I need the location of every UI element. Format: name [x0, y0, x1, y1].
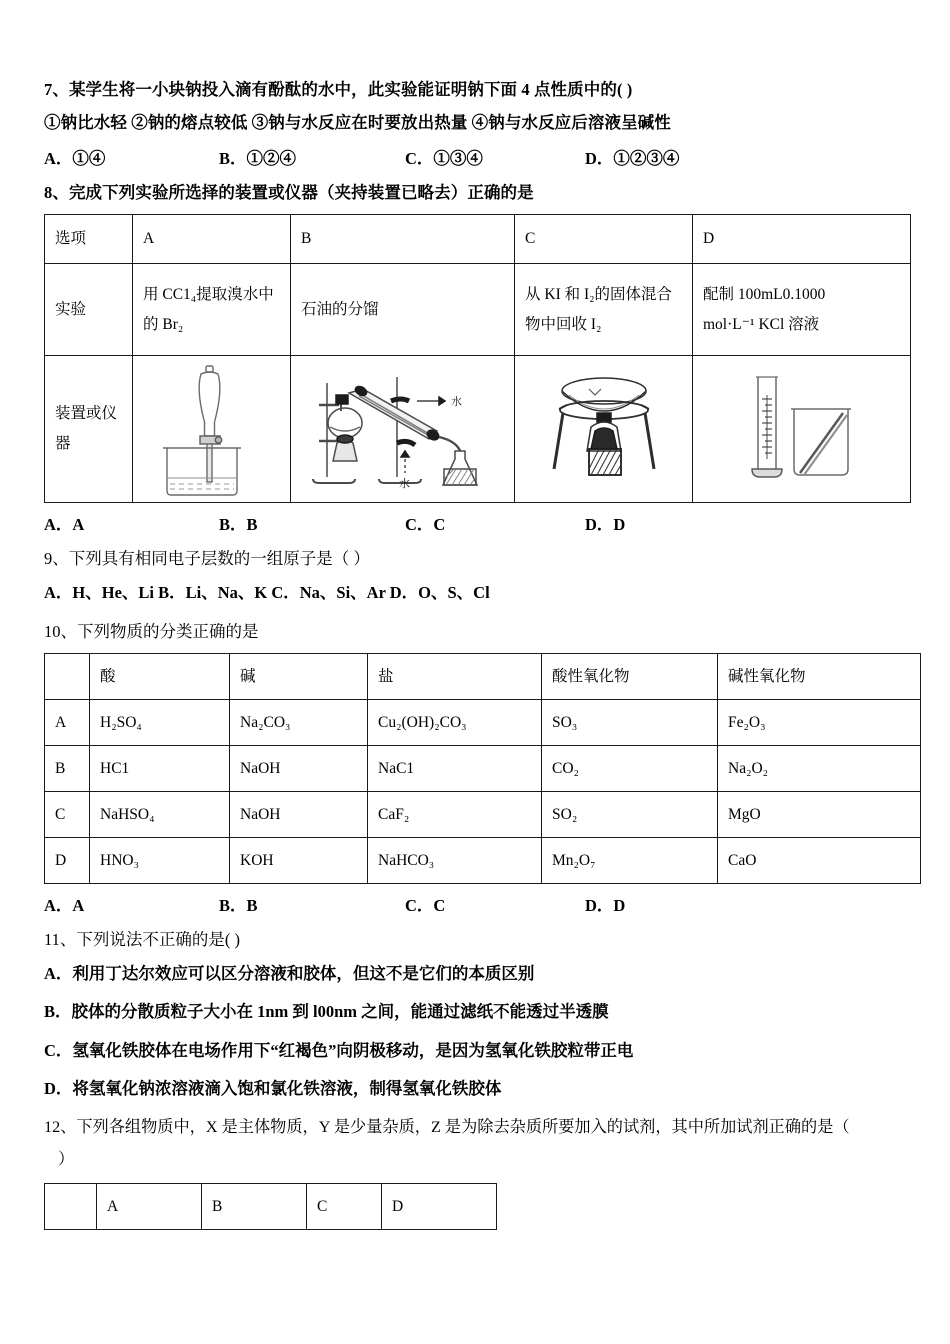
- table-row: [45, 746, 921, 792]
- question-9-options[interactable]: A．H、He、Li B．Li、Na、K C．Na、Si、Ar D．O、S、Cl: [44, 583, 490, 603]
- cell-base: Na₂CO₃: [230, 700, 368, 746]
- row-label-option: 选项: [45, 215, 133, 264]
- option-c[interactable]: C．①③④: [405, 148, 483, 168]
- row-index: C: [45, 792, 90, 838]
- header-salt: 盐: [368, 654, 542, 700]
- cell-acidic-oxide: Mn₂O₇: [542, 838, 718, 884]
- apparatus-cell-a: [133, 356, 291, 503]
- header-corner: [45, 1184, 97, 1230]
- water-label-bottom: 水: [398, 478, 410, 491]
- question-9-stem: 9、下列具有相同电子层数的一组原子是（ ）: [44, 549, 370, 569]
- table-row: [45, 700, 921, 746]
- cell-base: NaOH: [230, 792, 368, 838]
- water-label-top: 水: [450, 396, 462, 409]
- cell-acid: H₂SO₄: [90, 700, 230, 746]
- cell-basic-oxide: MgO: [718, 792, 921, 838]
- option-a[interactable]: A．A: [44, 896, 85, 916]
- cell-basic-oxide: Na₂O₂: [718, 746, 921, 792]
- graduated-cylinder-beaker-rod-icon: [738, 420, 866, 437]
- question-11-option-d[interactable]: D．将氢氧化钠浓溶液滴入饱和氯化铁溶液，制得氢氧化铁胶体: [44, 1078, 502, 1098]
- table-row-apparatus: [45, 356, 911, 503]
- row-label-experiment: 实验: [45, 264, 133, 356]
- cell-acid: HNO₃: [90, 838, 230, 884]
- question-7-statements: ①钠比水轻 ②钠的熔点较低 ③钠与水反应在时要放出热量 ④钠与水反应后溶液呈碱性: [44, 113, 671, 133]
- column-header-a: A: [133, 215, 291, 264]
- question-11-option-b[interactable]: B．胶体的分散质粒子大小在 1nm 到 l00nm 之间，能通过滤纸不能透过半透膜: [44, 1002, 609, 1022]
- separating-funnel-beaker-icon: [157, 420, 267, 437]
- row-index: B: [45, 746, 90, 792]
- option-a[interactable]: A．①④: [44, 148, 106, 168]
- table-row-header: [45, 215, 911, 264]
- question-11-option-a[interactable]: A．利用丁达尔效应可以区分溶液和胶体，但这不是它们的本质区别: [44, 964, 535, 984]
- column-header-a: A: [97, 1184, 202, 1230]
- experiment-b: [291, 264, 515, 356]
- cell-acidic-oxide: SO₂: [542, 792, 718, 838]
- question-12-table: [44, 1183, 497, 1230]
- experiment-a-line2: 的 Br₂: [143, 315, 184, 333]
- question-10-stem: 10、下列物质的分类正确的是: [44, 621, 259, 641]
- option-a[interactable]: A．A: [44, 515, 85, 535]
- row-label-apparatus: 装置或仪器: [45, 356, 133, 503]
- experiment-d: [693, 264, 911, 356]
- question-12-stem: 12、下列各组物质中，X 是主体物质，Y 是少量杂质，Z 是为除去杂质所要加入的试剂，其中所加试剂正确的是（: [44, 1117, 850, 1136]
- question-11-stem: 11、下列说法不正确的是( ): [44, 930, 241, 950]
- cell-acidic-oxide: CO₂: [542, 746, 718, 792]
- experiment-c-line2: 物中回收 I₂: [525, 315, 602, 333]
- cell-base: NaOH: [230, 746, 368, 792]
- cell-acidic-oxide: SO₃: [542, 700, 718, 746]
- apparatus-cell-d: [693, 356, 911, 503]
- evaporating-dish-tripod-burner-icon: [545, 420, 663, 437]
- question-8-table: [44, 214, 911, 503]
- apparatus-cell-c: [515, 356, 693, 503]
- cell-basic-oxide: Fe₂O₃: [718, 700, 921, 746]
- distillation-apparatus-icon: [305, 396, 501, 491]
- experiment-c-line1: 从 KI 和 I₂的固体混合: [525, 285, 673, 303]
- cell-base: KOH: [230, 838, 368, 884]
- column-header-b: B: [291, 215, 515, 264]
- cell-salt: NaC1: [368, 746, 542, 792]
- option-d[interactable]: D．①②③④: [585, 148, 680, 168]
- row-index: D: [45, 838, 90, 884]
- option-c[interactable]: C．C: [405, 896, 446, 916]
- option-d[interactable]: D．D: [585, 515, 626, 535]
- experiment-b-line1: 石油的分馏: [301, 300, 379, 318]
- experiment-d-line1: 配制 100mL0.1000: [703, 285, 826, 303]
- header-acidic-oxide: 酸性氧化物: [542, 654, 718, 700]
- column-header-c: C: [515, 215, 693, 264]
- header-basic-oxide: 碱性氧化物: [718, 654, 921, 700]
- question-11-option-c[interactable]: C．氢氧化铁胶体在电场作用下“红褐色”向阴极移动，是因为氢氧化铁胶粒带正电: [44, 1040, 634, 1060]
- experiment-d-line2: mol·L⁻¹ KCl 溶液: [703, 315, 820, 333]
- cell-salt: CaF₂: [368, 792, 542, 838]
- header-corner: [45, 654, 90, 700]
- cell-acid: NaHSO₄: [90, 792, 230, 838]
- column-header-b: B: [202, 1184, 307, 1230]
- option-d[interactable]: D．D: [585, 896, 626, 916]
- question-8-options: [44, 511, 910, 535]
- table-row-header: [45, 1184, 497, 1230]
- column-header-d: D: [382, 1184, 497, 1230]
- question-7-stem: 7、某学生将一小块钠投入滴有酚酞的水中，此实验能证明钠下面 4 点性质中的( ): [44, 80, 633, 99]
- cell-acid: HC1: [90, 746, 230, 792]
- table-row-experiment: [45, 264, 911, 356]
- table-row: [45, 838, 921, 884]
- option-b[interactable]: B．B: [219, 896, 258, 916]
- cell-basic-oxide: CaO: [718, 838, 921, 884]
- option-c[interactable]: C．C: [405, 515, 446, 535]
- experiment-a-line1: 用 CC1₄提取溴水中: [143, 285, 274, 303]
- cell-salt: NaHCO₃: [368, 838, 542, 884]
- column-header-d: D: [693, 215, 911, 264]
- option-b[interactable]: B．①②④: [219, 148, 297, 168]
- question-10-table: [44, 653, 921, 884]
- table-row: [45, 792, 921, 838]
- row-index: A: [45, 700, 90, 746]
- question-12-stem-tail: ）: [58, 1150, 75, 1169]
- column-header-c: C: [307, 1184, 382, 1230]
- question-7-options: [44, 145, 910, 169]
- cell-salt: Cu₂(OH)₂CO₃: [368, 700, 542, 746]
- experiment-c: [515, 264, 693, 356]
- table-row-header: [45, 654, 921, 700]
- apparatus-cell-b: [291, 356, 515, 503]
- header-acid: 酸: [90, 654, 230, 700]
- question-10-options: [44, 892, 910, 916]
- experiment-a: [133, 264, 291, 356]
- option-b[interactable]: B．B: [219, 515, 258, 535]
- question-8-stem: 8、完成下列实验所选择的装置或仪器（夹持装置已略去）正确的是: [44, 182, 534, 202]
- header-base: 碱: [230, 654, 368, 700]
